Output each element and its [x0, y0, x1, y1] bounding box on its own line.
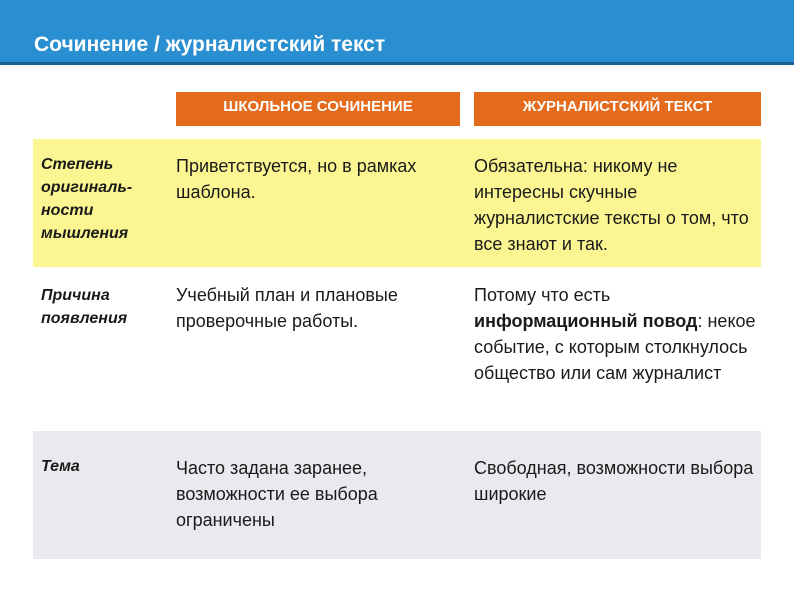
cell-originality-school: Приветствуется, но в рамках шаблона.: [176, 156, 417, 202]
cell-topic-school: Часто задана заранее, возможности ее выбора ограничены: [176, 458, 378, 530]
cell-reason-journalism: [474, 282, 762, 386]
reason-text-bold: информационный повод: [474, 311, 698, 331]
cell-topic-journalism: Свободная, возможности выбора широкие: [474, 458, 754, 504]
row-label-topic: Тема: [41, 458, 80, 475]
reason-text-start: Потому что есть: [474, 285, 611, 305]
title-bar: [0, 0, 794, 65]
column-header-journalistic-text: ЖУРНАЛИСТСКИЙ ТЕКСТ: [474, 92, 761, 126]
page-title: Сочинение / журналистский текст: [34, 33, 386, 56]
column-header-school-essay: ШКОЛЬНОЕ СОЧИНЕНИЕ: [176, 92, 460, 126]
row-label-originality: Степень оригиналь-ности мышления: [41, 156, 133, 242]
cell-reason-school: Учебный план и плановые проверочные работы.: [176, 285, 398, 331]
cell-originality-journalism: Обязательна: никому не интересны скучные журналистские тексты о том, что все знают и так.: [474, 156, 749, 254]
row-label-reason: Причина появления: [41, 287, 128, 327]
reason-text-end: : некое событие, с которым столкнулось общество или сам журналист: [474, 311, 756, 383]
